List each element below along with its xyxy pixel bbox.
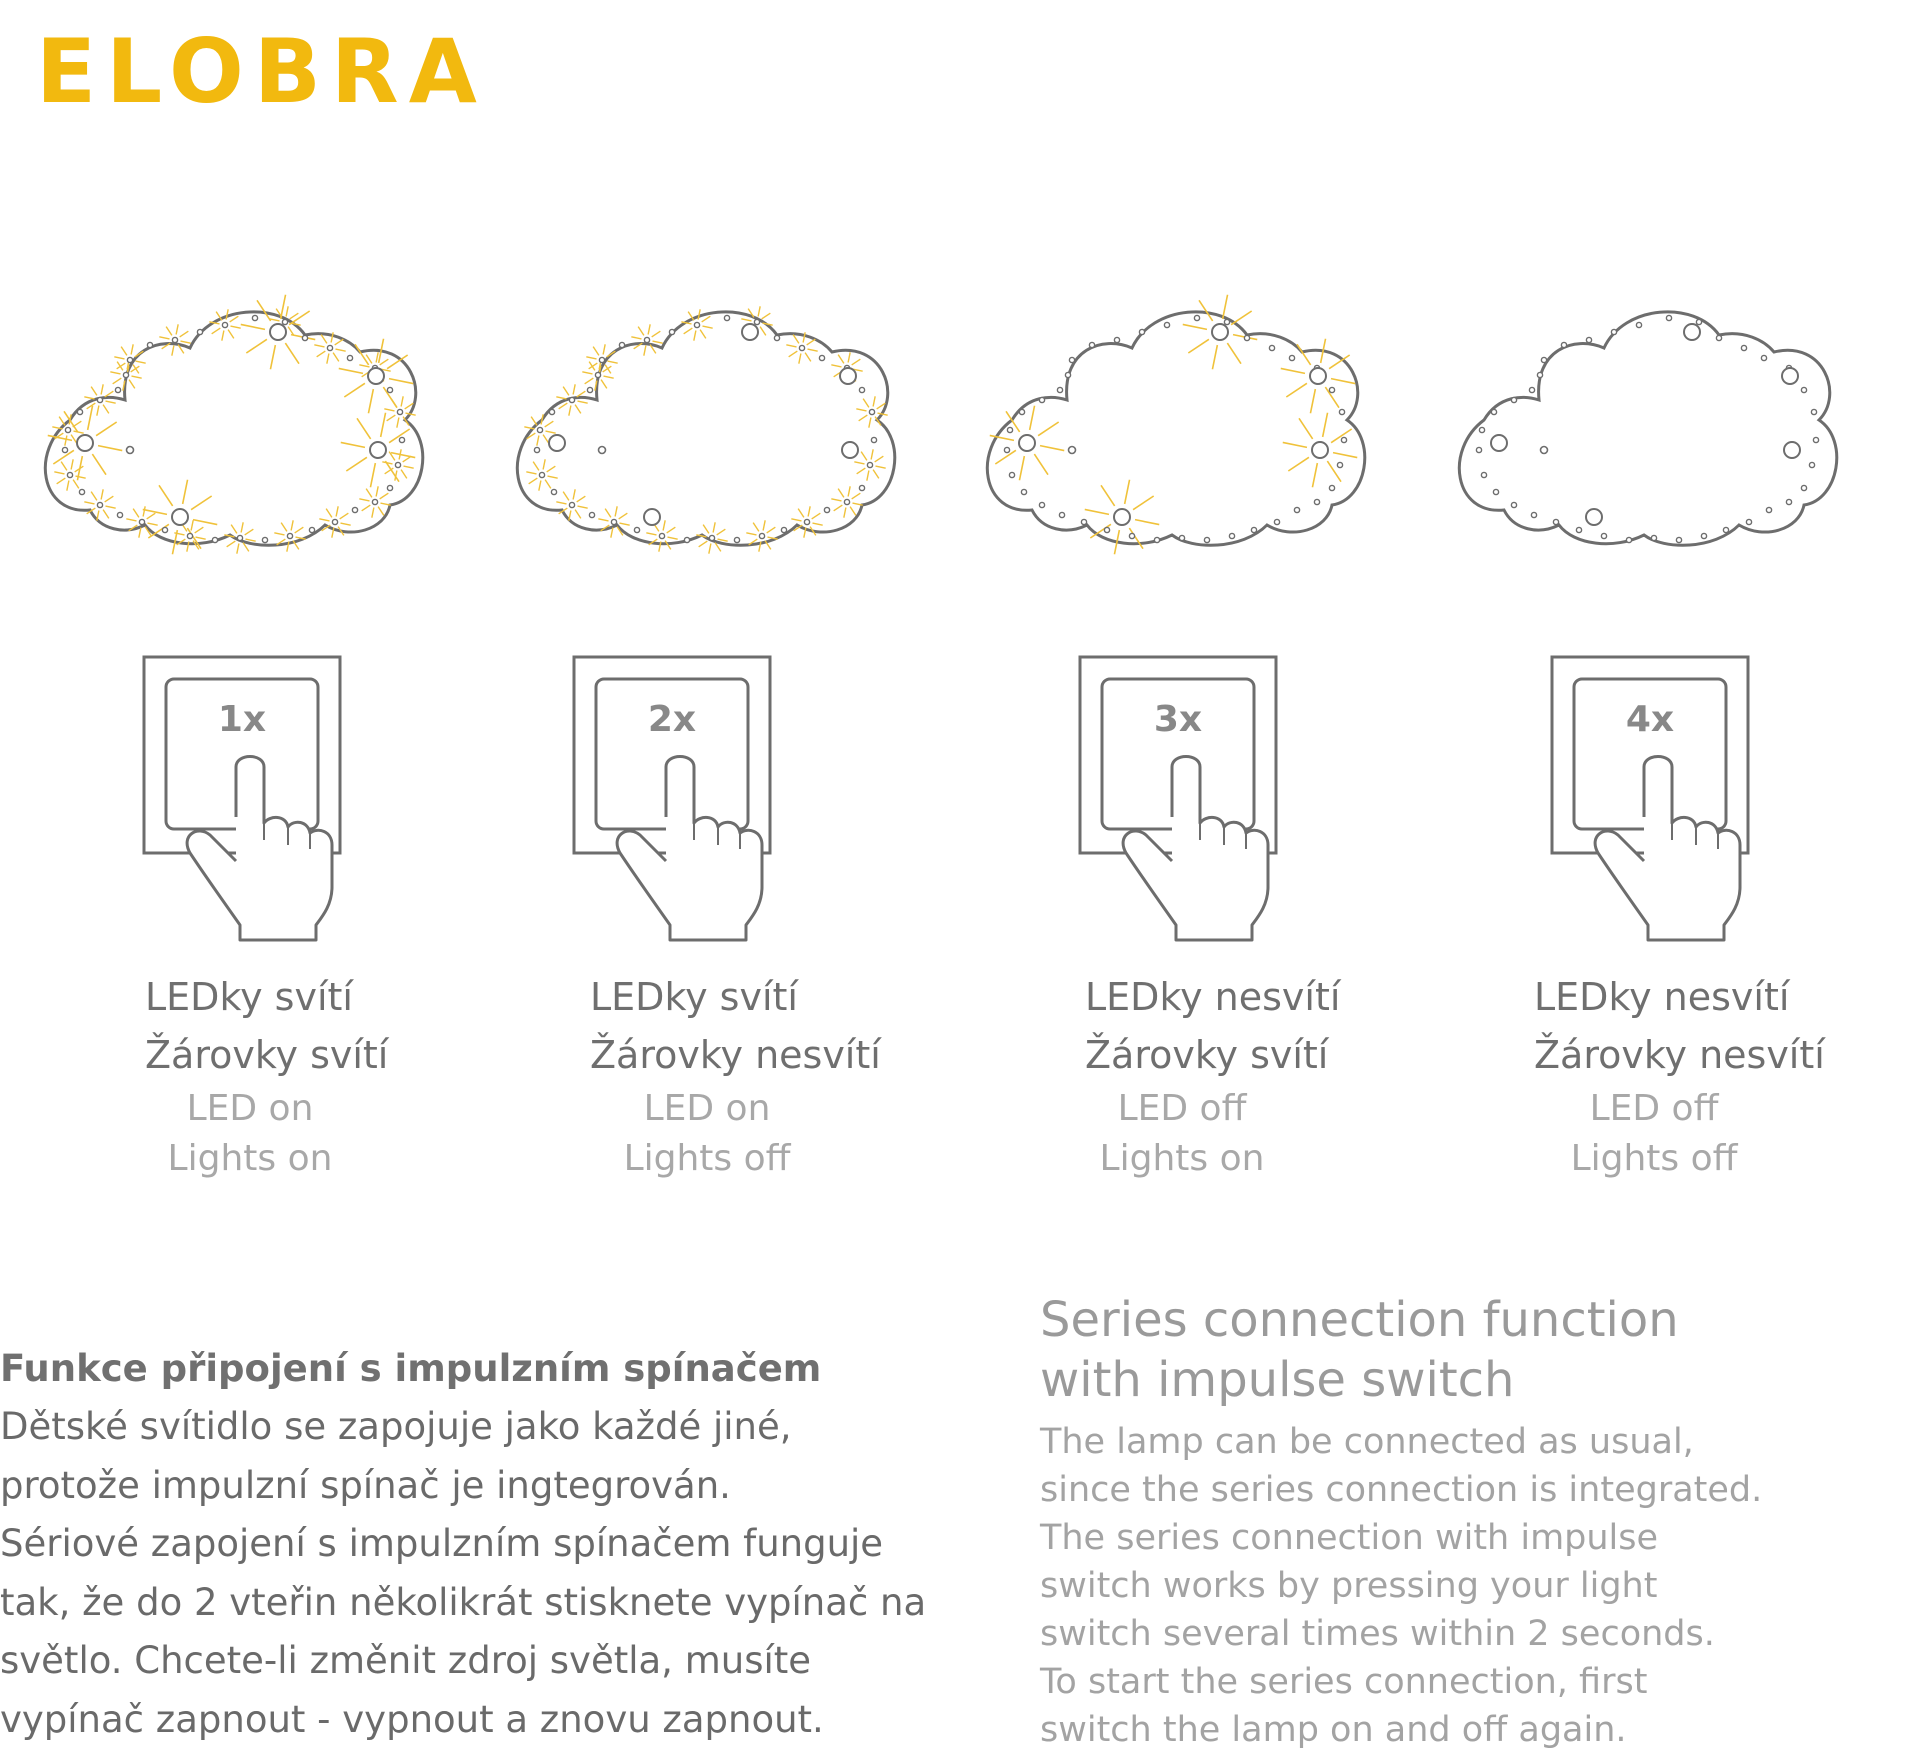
english-heading-line: with impulse switch: [1040, 1352, 1515, 1408]
czech-line: protože impulzní spínač je ingtegrován.: [0, 1463, 731, 1507]
en-lights-status: Lights off: [1570, 1138, 1738, 1179]
cloud-lamp-3: [972, 300, 1382, 590]
en-led-status: LED off: [1589, 1088, 1719, 1129]
switch-3: [972, 655, 1392, 945]
english-line: switch several times within 2 seconds.: [1040, 1614, 1715, 1654]
english-line: switch works by pressing your light: [1040, 1566, 1658, 1606]
step-caption-1: [30, 968, 492, 1184]
cz-bulb-status: Žárovky nesvítí: [1534, 1033, 1825, 1077]
cz-led-status: LEDky nesvítí: [1085, 975, 1341, 1019]
english-description: [1040, 1290, 1840, 1754]
czech-line: Sériové zapojení s impulzním spínačem funguje: [0, 1522, 884, 1565]
switch-4: [1444, 655, 1864, 945]
czech-line: vypínač zapnout - vypnout a znovu zapnout.: [0, 1697, 824, 1741]
cloud-lamp-2: [502, 300, 912, 590]
en-led-status: LED on: [643, 1088, 771, 1129]
press-count: 1x: [217, 699, 267, 740]
english-heading-line: Series connection function: [1040, 1292, 1679, 1348]
english-line: The series connection with impulse: [1040, 1518, 1659, 1558]
switch-2: [502, 655, 922, 945]
czech-line: světlo. Chcete-li změnit zdroj světla, musíte: [0, 1639, 812, 1682]
czech-description: [0, 1340, 980, 1749]
cz-bulb-status: Žárovky svítí: [145, 1033, 389, 1077]
switch-1: [30, 655, 450, 945]
logo-text: ELOBRA: [36, 20, 487, 123]
press-count: 4x: [1625, 699, 1675, 740]
cz-bulb-status: Žárovky svítí: [1085, 1033, 1329, 1077]
cz-led-status: LEDky nesvítí: [1534, 975, 1790, 1019]
english-line: since the series connection is integrated.: [1040, 1470, 1763, 1510]
step-caption-4: [1444, 968, 1906, 1184]
english-line: To start the series connection, first: [1040, 1662, 1648, 1702]
english-line: switch the lamp on and off again.: [1040, 1710, 1627, 1750]
cloud-lamp-4: [1444, 300, 1854, 590]
cz-bulb-status: Žárovky nesvítí: [590, 1033, 881, 1077]
press-count: 2x: [647, 699, 697, 740]
cz-led-status: LEDky svítí: [145, 975, 353, 1019]
press-count: 3x: [1153, 699, 1203, 740]
czech-heading: Funkce připojení s impulzním spínačem: [0, 1347, 822, 1390]
en-led-status: LED on: [186, 1088, 314, 1129]
en-lights-status: Lights on: [1099, 1138, 1265, 1179]
czech-line: Dětské svítidlo se zapojuje jako každé jiné,: [0, 1405, 792, 1448]
english-line: The lamp can be connected as usual,: [1040, 1422, 1694, 1462]
cz-led-status: LEDky svítí: [590, 975, 798, 1019]
elobra-logo: [36, 20, 487, 123]
cloud-lamp-1: [30, 300, 440, 590]
czech-line: tak, že do 2 vteřin několikrát stisknete vypínač na: [0, 1580, 927, 1624]
en-lights-status: Lights off: [623, 1138, 791, 1179]
step-caption-3: [972, 968, 1434, 1184]
step-caption-2: [502, 968, 964, 1184]
en-led-status: LED off: [1117, 1088, 1247, 1129]
en-lights-status: Lights on: [167, 1138, 333, 1179]
english-heading: [1040, 1290, 1840, 1410]
